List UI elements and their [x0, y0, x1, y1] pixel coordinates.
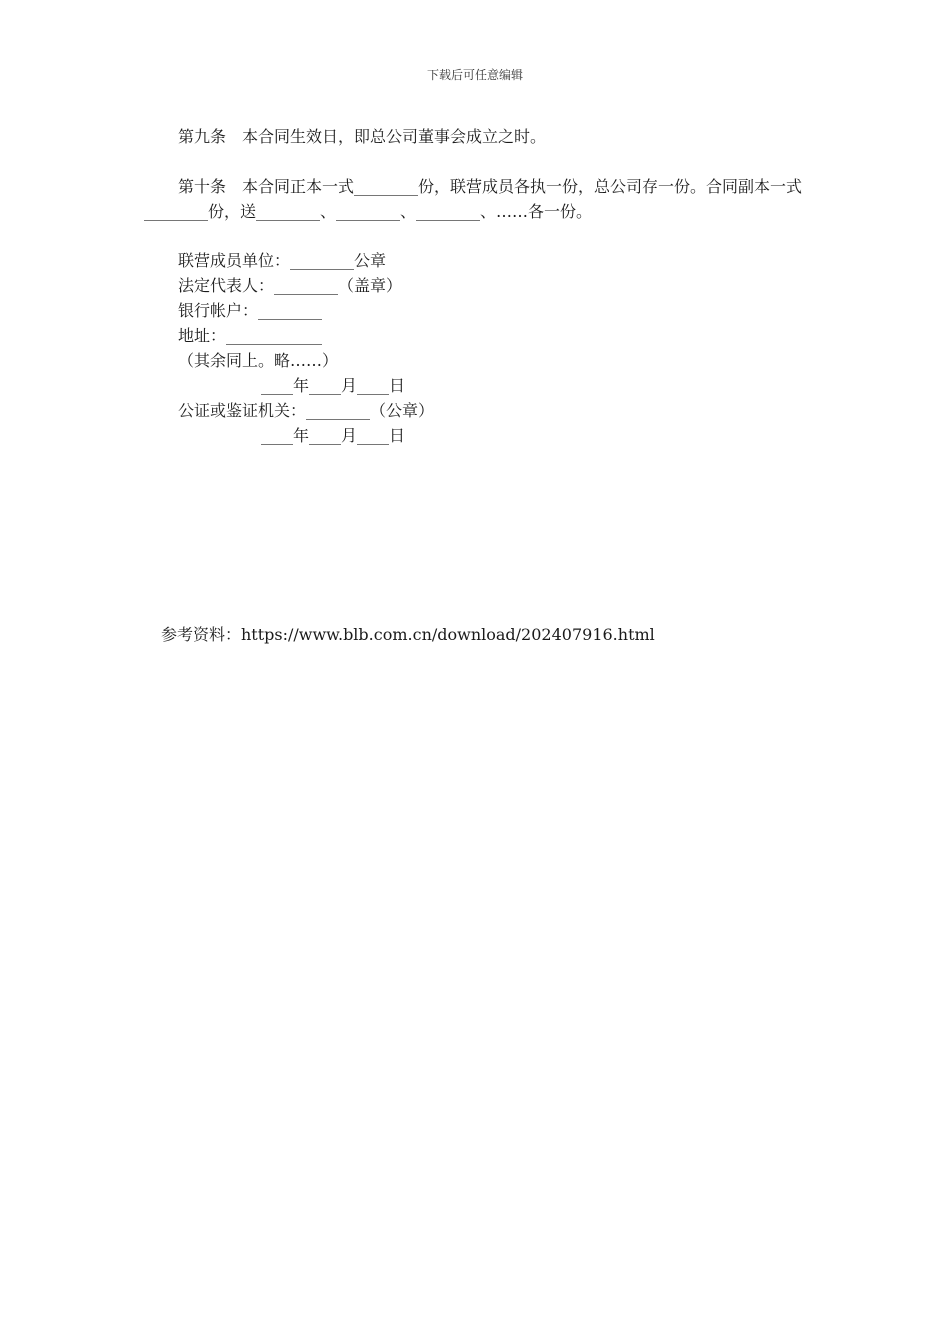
member-unit-line: 联营成员单位：________公章	[178, 251, 387, 270]
date-line-2: ____年____月____日	[261, 426, 406, 445]
address-line: 地址：____________	[178, 326, 323, 345]
date-line-1: ____年____月____日	[261, 376, 406, 395]
bank-account-line: 银行帐户：________	[178, 301, 323, 320]
article-9: 第九条 本合同生效日，即总公司董事会成立之时。	[178, 127, 547, 146]
article-10: 第十条 本合同正本一式________份，联营成员各执一份，总公司存一份。合同副本一式________份，送________、________、________、……各一份。	[144, 177, 803, 221]
reference-link: 参考资料：https://www.blb.com.cn/download/202407916.html	[161, 625, 655, 644]
page-header: 下载后可任意编辑	[426, 68, 523, 82]
legal-rep-line: 法定代表人：________（盖章）	[178, 276, 403, 295]
notary-line: 公证或鉴证机关：________（公章）	[178, 401, 435, 420]
others-note: （其余同上。略……）	[178, 351, 339, 370]
